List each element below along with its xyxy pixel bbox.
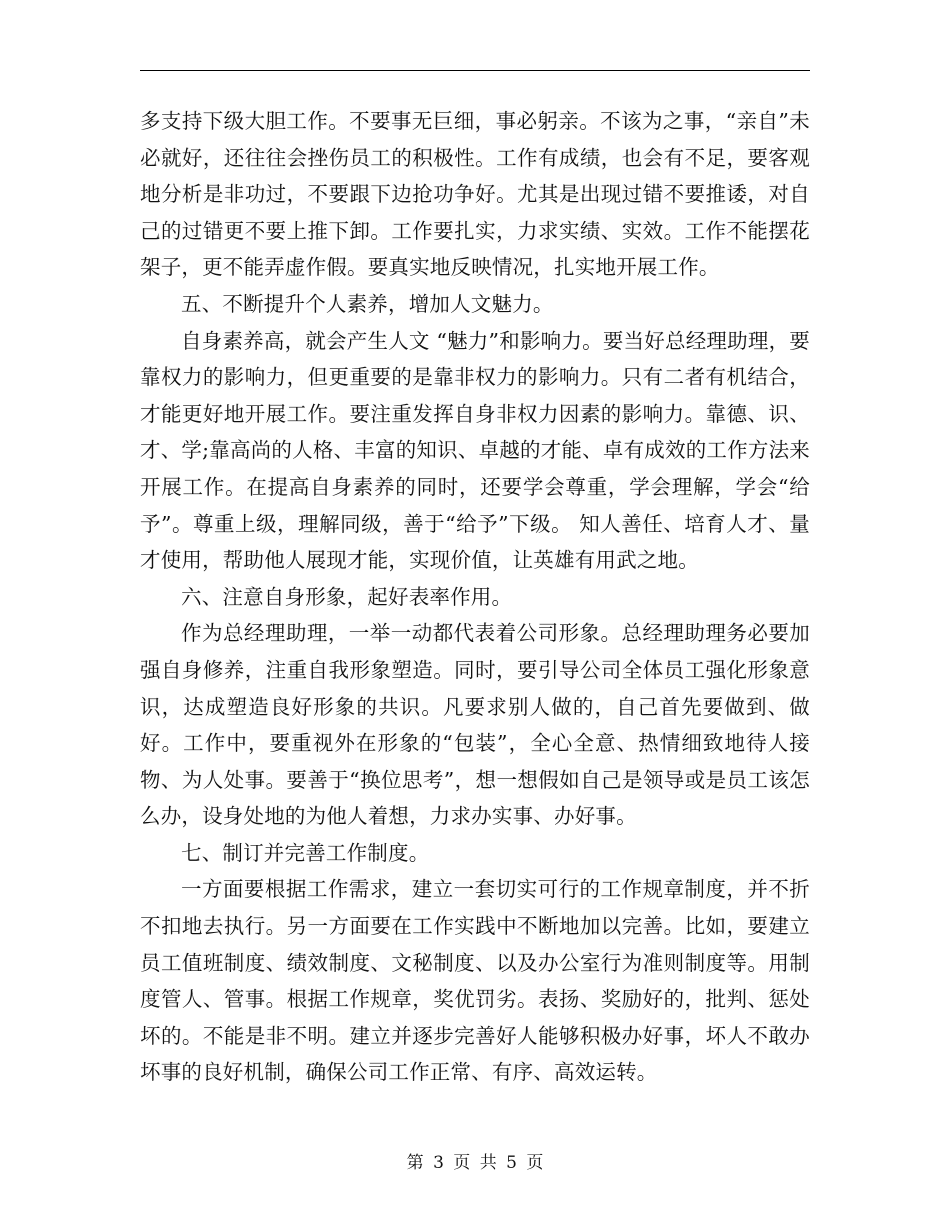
section-heading-7: 七、制订并完善工作制度。 xyxy=(181,840,430,865)
paragraph-section-7: 一方面要根据工作需求，建立一套切实可行的工作规章制度，并不折不扣地去执行。另一方面要在工作实践中不断地加以完善。比如，要建立员工值班制度、绩效制度、文秘制度、以及办公室行为准则制度等。用制度管人、管事。根据工作规章，奖优罚劣。表扬、奖励好的，批判、惩处坏的。不能是非不明。建立并逐步完善好人能够积极办好事，坏人不敢办坏事的良好机制，确保公司工作正常、有序、高效运转。 xyxy=(140,877,810,1085)
section-heading-5: 五、不断提升个人素养，增加人文魅力。 xyxy=(181,291,554,316)
paragraph-section-5: 自身素养高，就会产生人文 “魅力”和影响力。要当好总经理助理，要靠权力的影响力，但更重要的是靠非权力的影响力。只有二者有机结合，才能更好地开展工作。要注重发挥自身非权力因素的影响力。靠德、识、才、学;靠高尚的人格、丰富的知识、卓越的才能、卓有成效的工作方法来开展工作。在提高自身素养的同时，还要学会尊重，学会理解，学会“给予”。尊重上级，理解同级，善于“给予”下级。 知人善任、培育人才、量才使用，帮助他人展现才能，实现价值，让英雄有用武之地。 xyxy=(140,328,810,573)
body-text xyxy=(140,103,810,1091)
paragraph-section-6: 作为总经理助理，一举一动都代表着公司形象。总经理助理务必要加强自身修养，注重自我形象塑造。同时，要引导公司全体员工强化形象意识，达成塑造良好形象的共识。凡要求别人做的，自己首先要做到、做好。工作中，要重视外在形象的“包装”，全心全意、热情细致地待人接物、为人处事。要善于“换位思考”，想一想假如自己是领导或是员工该怎么办，设身处地的为他人着想，力求办实事、办好事。 xyxy=(140,621,810,829)
paragraph-continuation: 多支持下级大胆工作。不要事无巨细，事必躬亲。不该为之事，“亲自”未必就好，还往往会挫伤员工的积极性。工作有成绩，也会有不足，要客观地分析是非功过，不要跟下边抢功争好。尤其是出现过错不要推诿，对自己的过错更不要上推下卸。工作要扎实，力求实绩、实效。工作不能摆花架子，更不能弄虚作假。要真实地反映情况，扎实地开展工作。 xyxy=(140,109,810,280)
page-number-footer: 第 3 页 共 5 页 xyxy=(406,1153,544,1173)
section-heading-6: 六、注意自身形象，起好表率作用。 xyxy=(181,584,513,609)
header-rule xyxy=(140,70,810,71)
